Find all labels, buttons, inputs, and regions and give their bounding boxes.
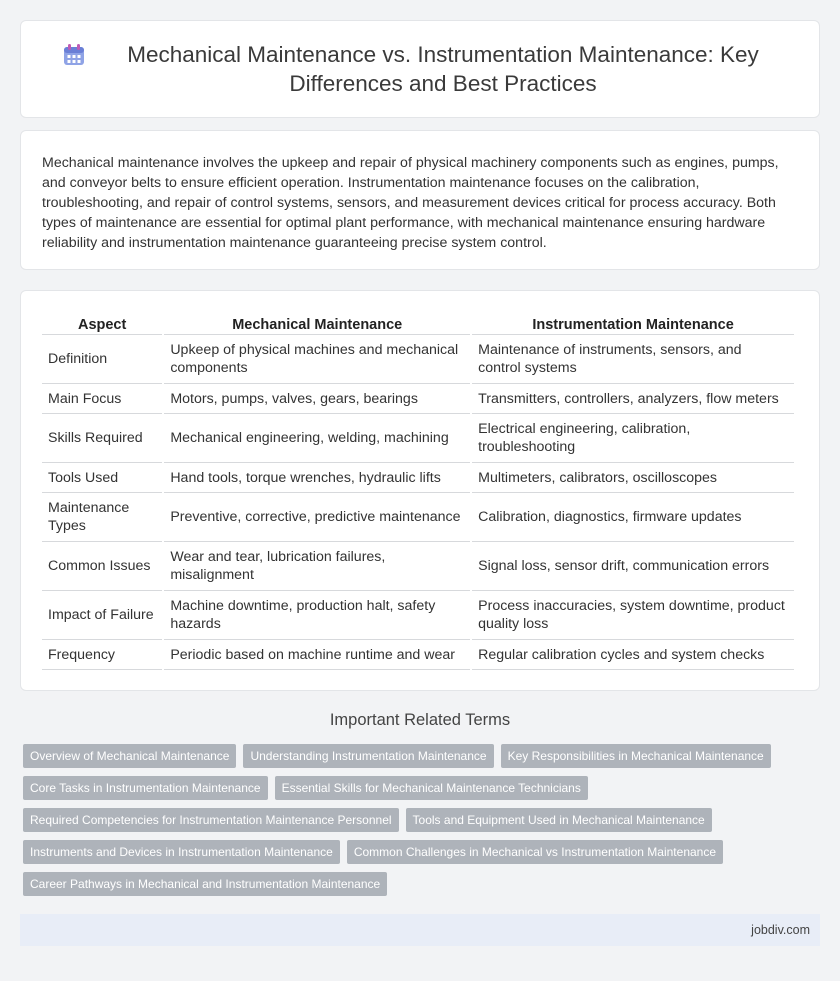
related-term-link[interactable]: Career Pathways in Mechanical and Instrumentation Maintenance: [23, 872, 387, 896]
table-row: [42, 335, 794, 384]
table-row: [42, 384, 794, 414]
cell-instrumentation: Signal loss, sensor drift, communication errors: [472, 542, 794, 591]
related-term-link[interactable]: Common Challenges in Mechanical vs Instrumentation Maintenance: [347, 840, 723, 864]
related-terms-tags: [20, 744, 820, 904]
related-term-link[interactable]: Understanding Instrumentation Maintenance: [243, 744, 493, 768]
cell-aspect: Impact of Failure: [42, 591, 162, 640]
cell-mechanical: Wear and tear, lubrication failures, misalignment: [164, 542, 470, 591]
table-row: [42, 493, 794, 542]
cell-mechanical: Preventive, corrective, predictive maintenance: [164, 493, 470, 542]
cell-mechanical: Hand tools, torque wrenches, hydraulic lifts: [164, 463, 470, 493]
table-row: [42, 542, 794, 591]
related-term-link[interactable]: Instruments and Devices in Instrumentation Maintenance: [23, 840, 340, 864]
comparison-table: [40, 311, 796, 670]
title-wrap: [61, 40, 779, 98]
cell-mechanical: Motors, pumps, valves, gears, bearings: [164, 384, 470, 414]
cell-instrumentation: Regular calibration cycles and system checks: [472, 640, 794, 670]
cell-instrumentation: Process inaccuracies, system downtime, product quality loss: [472, 591, 794, 640]
table-header-row: [42, 311, 794, 335]
cell-instrumentation: Electrical engineering, calibration, troubleshooting: [472, 414, 794, 463]
related-term-link[interactable]: Essential Skills for Mechanical Maintenance Technicians: [275, 776, 588, 800]
calendar-icon: [61, 42, 87, 68]
related-term-link[interactable]: Required Competencies for Instrumentation Maintenance Personnel: [23, 808, 399, 832]
cell-instrumentation: Calibration, diagnostics, firmware updates: [472, 493, 794, 542]
footer: [20, 914, 820, 946]
header-instrumentation: Instrumentation Maintenance: [472, 311, 794, 335]
cell-aspect: Maintenance Types: [42, 493, 162, 542]
cell-mechanical: Mechanical engineering, welding, machining: [164, 414, 470, 463]
related-term-link[interactable]: Overview of Mechanical Maintenance: [23, 744, 236, 768]
cell-mechanical: Upkeep of physical machines and mechanical components: [164, 335, 470, 384]
table-row: [42, 591, 794, 640]
related-terms-title: Important Related Terms: [329, 711, 511, 729]
intro-text: Mechanical maintenance involves the upkeep and repair of physical machinery components such as engines, pumps, and conveyor belts to ensure efficient operation. Instrumentation maintenance focuses on the calibration, troubleshooting, and repair of control systems, sensors, and measurement devices critical for process accuracy. Both types of maintenance are essential for optimal plant performance, with mechanical maintenance ensuring hardware reliability and instrumentation maintenance guaranteeing precise system control.: [42, 155, 779, 251]
comparison-card: [20, 290, 820, 691]
table-row: [42, 414, 794, 463]
related-term-link[interactable]: Core Tasks in Instrumentation Maintenance: [23, 776, 268, 800]
cell-aspect: Main Focus: [42, 384, 162, 414]
cell-mechanical: Periodic based on machine runtime and wear: [164, 640, 470, 670]
table-row: [42, 463, 794, 493]
cell-aspect: Definition: [42, 335, 162, 384]
footer-site-link[interactable]: jobdiv.com: [751, 923, 810, 937]
page-title: Mechanical Maintenance vs. Instrumentation Maintenance: Key Differences and Best Practices: [127, 42, 759, 96]
cell-instrumentation: Transmitters, controllers, analyzers, flow meters: [472, 384, 794, 414]
related-terms-section: [20, 711, 820, 904]
header-aspect: Aspect: [42, 311, 162, 335]
intro-card: [20, 130, 820, 270]
related-term-link[interactable]: Tools and Equipment Used in Mechanical Maintenance: [406, 808, 712, 832]
cell-aspect: Skills Required: [42, 414, 162, 463]
cell-instrumentation: Maintenance of instruments, sensors, and control systems: [472, 335, 794, 384]
title-card: [20, 20, 820, 118]
header-mechanical: Mechanical Maintenance: [164, 311, 470, 335]
table-row: [42, 640, 794, 670]
cell-instrumentation: Multimeters, calibrators, oscilloscopes: [472, 463, 794, 493]
cell-mechanical: Machine downtime, production halt, safety hazards: [164, 591, 470, 640]
cell-aspect: Frequency: [42, 640, 162, 670]
cell-aspect: Common Issues: [42, 542, 162, 591]
cell-aspect: Tools Used: [42, 463, 162, 493]
related-term-link[interactable]: Key Responsibilities in Mechanical Maintenance: [501, 744, 771, 768]
